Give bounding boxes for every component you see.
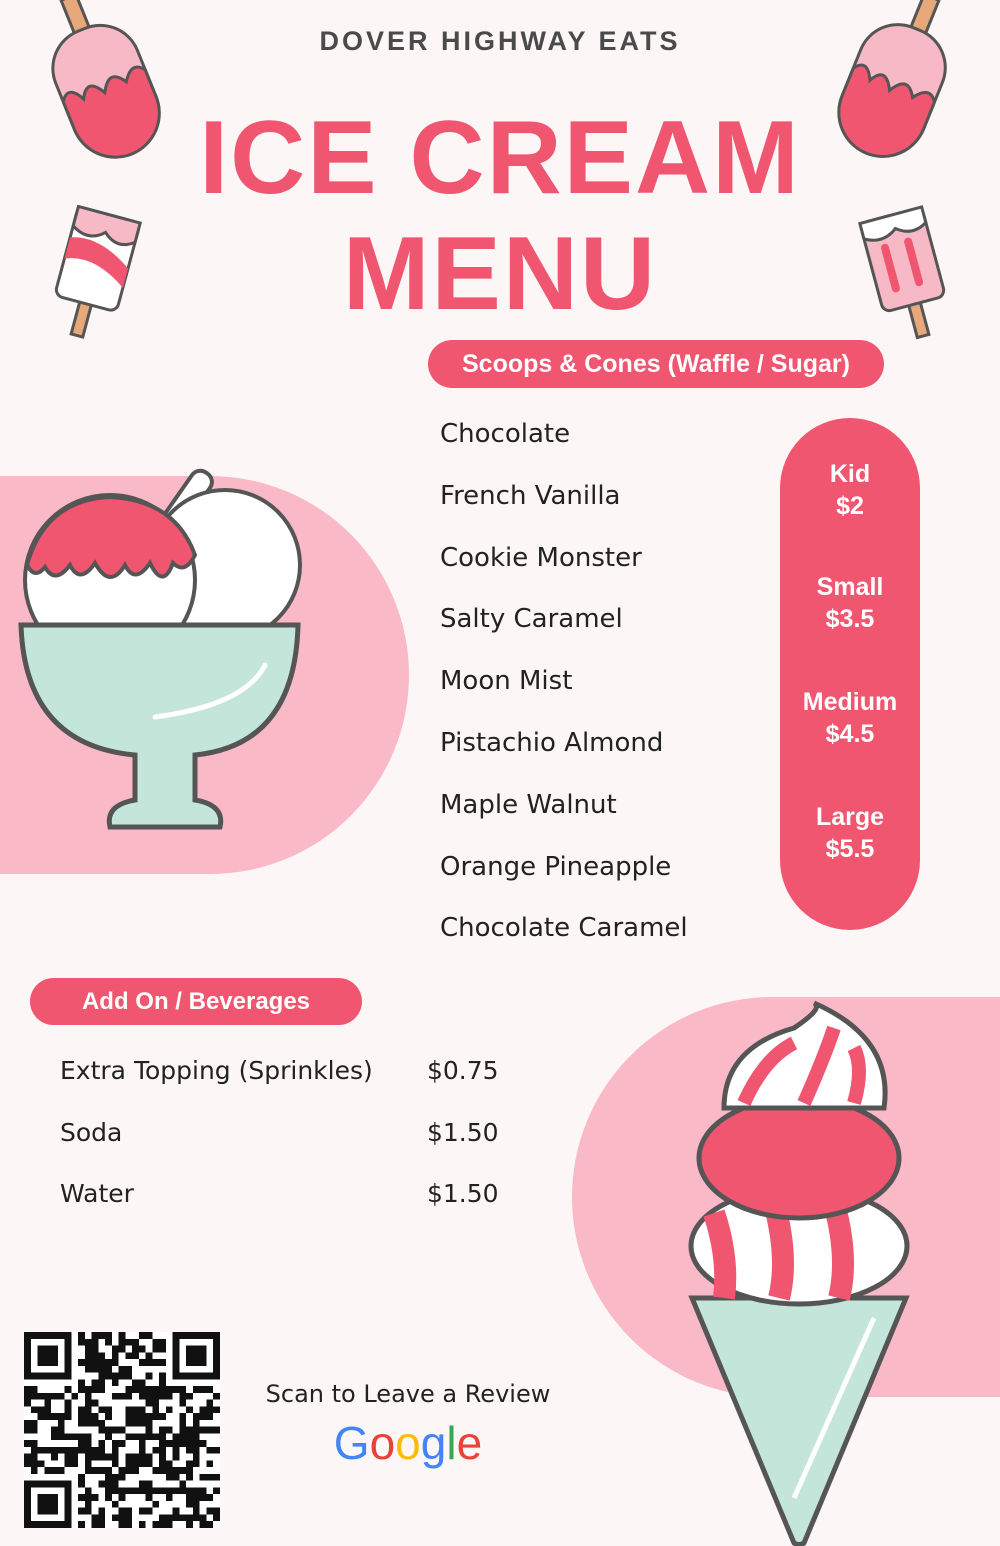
size-price: $2	[836, 492, 864, 520]
google-letter: o	[369, 1417, 396, 1469]
menu-title-line1: ICE CREAM	[199, 100, 801, 216]
google-logo[interactable]	[230, 1416, 586, 1470]
list-item: Cookie Monster	[440, 542, 642, 573]
google-letter: G	[333, 1417, 370, 1469]
google-letter: l	[446, 1417, 457, 1469]
addon-price: $1.50	[427, 1117, 499, 1147]
addons-section-heading: Add On / Beverages	[30, 978, 362, 1025]
size-name: Medium	[802, 688, 898, 716]
size-price-panel	[780, 418, 920, 930]
list-item: Moon Mist	[440, 666, 573, 697]
list-item: Pistachio Almond	[440, 727, 664, 758]
restaurant-name: DOVER HIGHWAY EATS	[319, 26, 681, 56]
menu-title-line2: MENU	[342, 216, 658, 332]
list-item: Salty Caramel	[440, 604, 623, 635]
list-item: Orange Pineapple	[440, 851, 672, 882]
ice-cream-cone-icon	[684, 998, 914, 1546]
size-price: $5.5	[825, 835, 875, 863]
size-kid	[780, 458, 920, 522]
scoops-section-heading: Scoops & Cones (Waffle / Sugar)	[428, 340, 884, 388]
flavor-list	[440, 412, 688, 968]
addon-price: $0.75	[427, 1056, 499, 1085]
review-prompt: Scan to Leave a Review	[265, 1380, 551, 1408]
google-letter: e	[456, 1417, 483, 1469]
addon-name: Water	[60, 1179, 134, 1208]
google-letter: o	[395, 1417, 421, 1469]
list-item: French Vanilla	[440, 480, 621, 511]
addon-name: Extra Topping (Sprinkles)	[60, 1056, 373, 1085]
qr-code[interactable]	[24, 1332, 220, 1528]
ice-cream-sundae-icon	[15, 455, 310, 840]
size-price: $4.5	[825, 720, 875, 748]
list-item: Chocolate	[440, 419, 571, 449]
size-name: Kid	[829, 460, 871, 488]
size-small	[780, 571, 920, 635]
list-item: Maple Walnut	[440, 789, 617, 820]
size-name: Large	[815, 803, 885, 831]
list-item: Chocolate Caramel	[440, 913, 688, 944]
size-medium	[780, 686, 920, 750]
size-name: Small	[816, 573, 884, 601]
size-large	[780, 801, 920, 865]
google-letter: g	[420, 1417, 447, 1469]
addon-price: $1.50	[427, 1179, 499, 1208]
addon-name: Soda	[60, 1117, 123, 1147]
size-price: $3.5	[825, 605, 875, 633]
